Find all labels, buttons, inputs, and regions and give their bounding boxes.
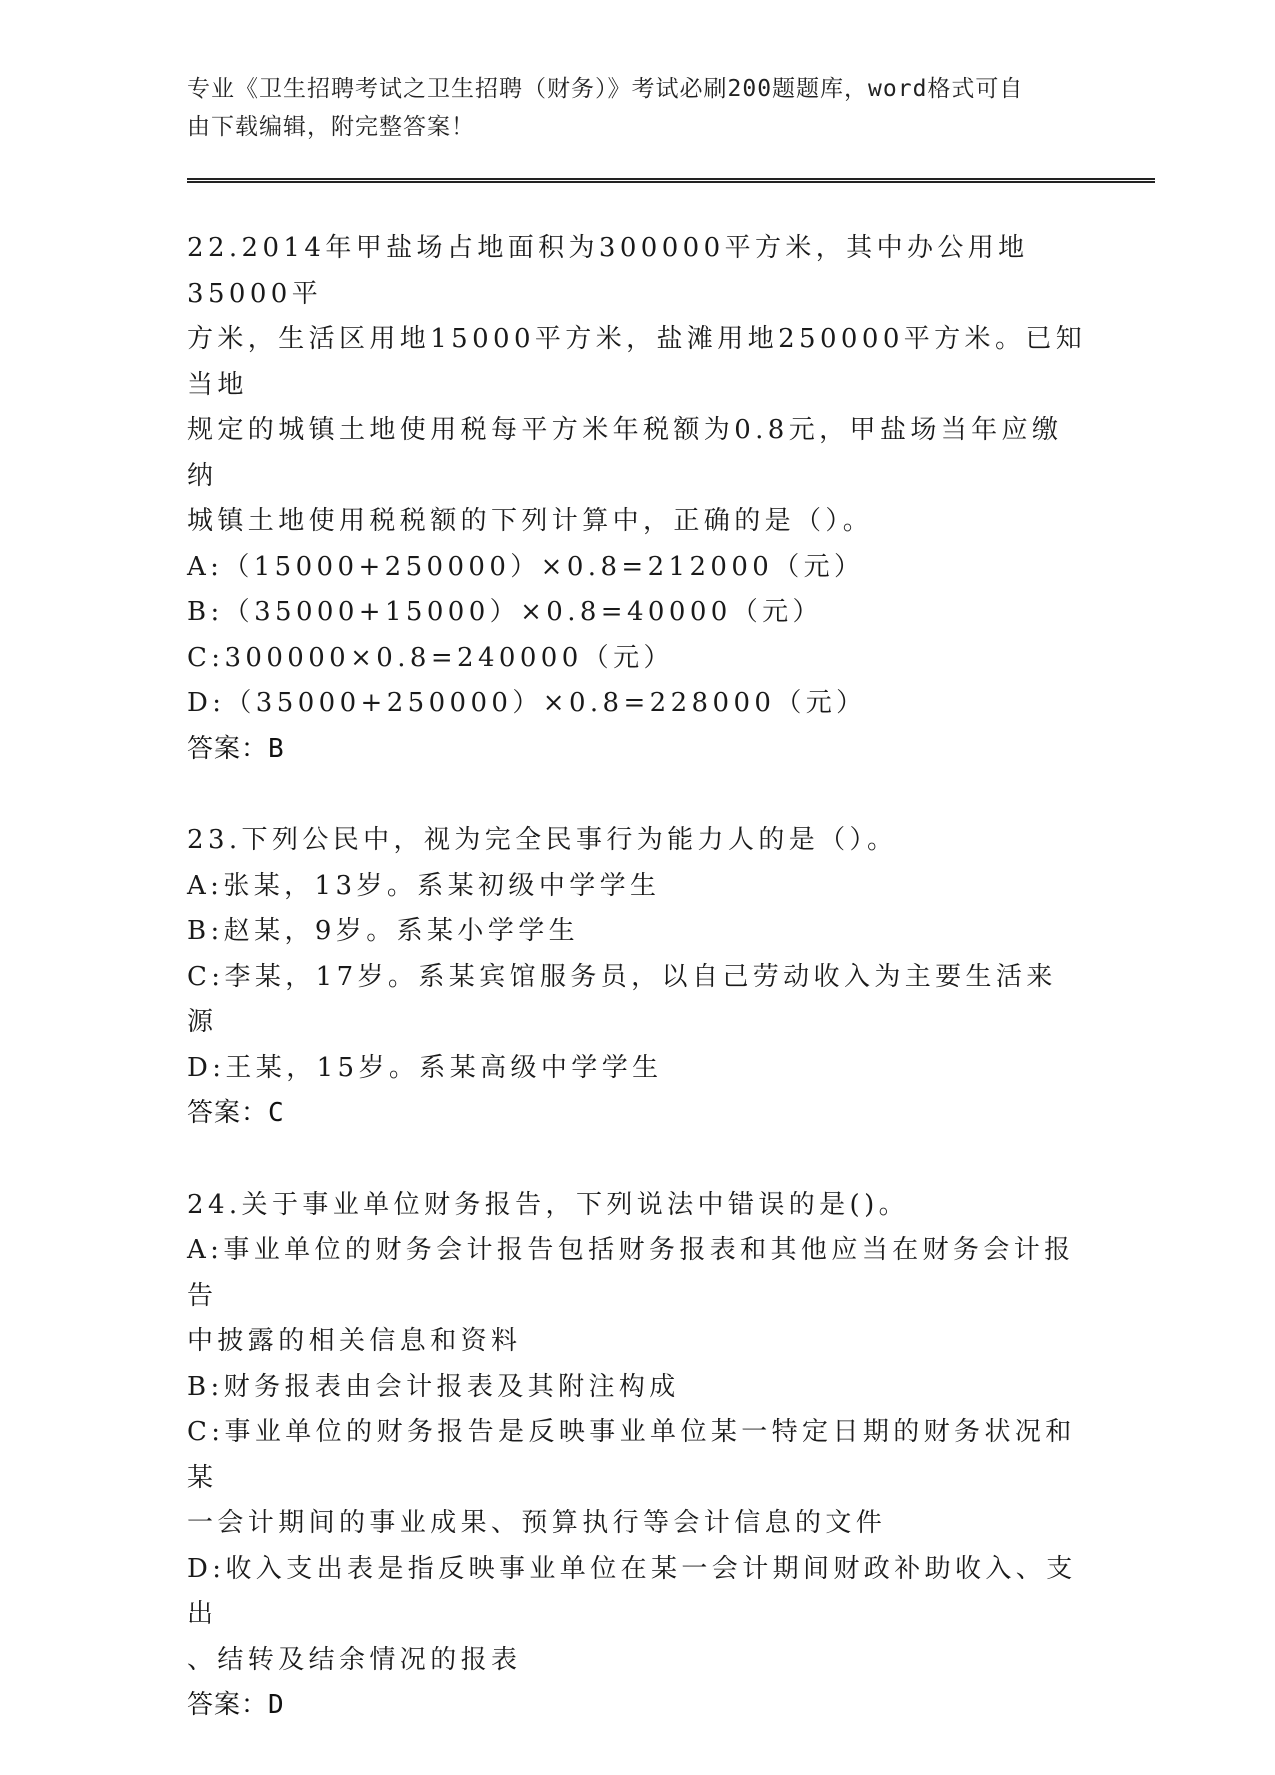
header-divider (187, 178, 1155, 183)
option-a-continued: 中披露的相关信息和资料 (187, 1326, 522, 1356)
question-stem-line: 方米，生活区用地15000平方米，盐滩用地250000平方米。已知当地 (187, 324, 1087, 400)
answer-label: 答案：B (187, 733, 285, 764)
option-a: A:张某，13岁。系某初级中学学生 (187, 870, 661, 901)
option-d-continued: 、结转及结余情况的报表 (187, 1644, 522, 1675)
question-stem-line: 22.2014年甲盐场占地面积为300000平方米，其中办公用地35000平 (187, 233, 1029, 309)
answer-label: 答案：C (187, 1098, 285, 1128)
question-22 (187, 226, 1087, 772)
option-c: C:李某，17岁。系某宾馆服务员，以自己劳动收入为主要生活来源 (187, 961, 1057, 1037)
header-line: 由下载编辑，附完整答案！ (187, 114, 475, 140)
option-b: B:（35000+15000）×0.8=40000（元） (187, 597, 823, 627)
question-23 (187, 818, 1087, 1137)
option-d: D:（35000+250000）×0.8=228000（元） (187, 688, 867, 718)
option-a: A:事业单位的财务会计报告包括财务报表和其他应当在财务会计报告 (187, 1235, 1075, 1311)
header-line: 专业《卫生招聘考试之卫生招聘（财务）》考试必刷200题题库，word格式可自 (187, 76, 1024, 102)
document-header (187, 70, 1067, 146)
option-d: D:收入支出表是指反映事业单位在某一会计期间财政补助收入、支出 (187, 1553, 1077, 1629)
option-c: C:300000×0.8=240000（元） (187, 642, 674, 673)
option-b: B:赵某，9岁。系某小学学生 (187, 916, 580, 946)
option-c: C:事业单位的财务报告是反映事业单位某一特定日期的财务状况和某 (187, 1417, 1076, 1493)
question-list (187, 226, 1087, 1775)
question-stem-line: 规定的城镇土地使用税每平方米年税额为0.8元，甲盐场当年应缴纳 (187, 415, 1063, 491)
option-a: A:（15000+250000）×0.8=212000（元） (187, 551, 865, 582)
option-d: D:王某，15岁。系某高级中学学生 (187, 1052, 663, 1083)
option-c-continued: 一会计期间的事业成果、预算执行等会计信息的文件 (187, 1508, 887, 1538)
question-stem-line: 城镇土地使用税税额的下列计算中，正确的是（）。 (187, 506, 874, 536)
question-stem-line: 23.下列公民中，视为完全民事行为能力人的是（）。 (187, 825, 898, 855)
question-stem-line: 24.关于事业单位财务报告，下列说法中错误的是()。 (187, 1189, 910, 1220)
question-24 (187, 1183, 1087, 1729)
option-b: B:财务报表由会计报表及其附注构成 (187, 1371, 680, 1402)
answer-label: 答案：D (187, 1690, 285, 1720)
